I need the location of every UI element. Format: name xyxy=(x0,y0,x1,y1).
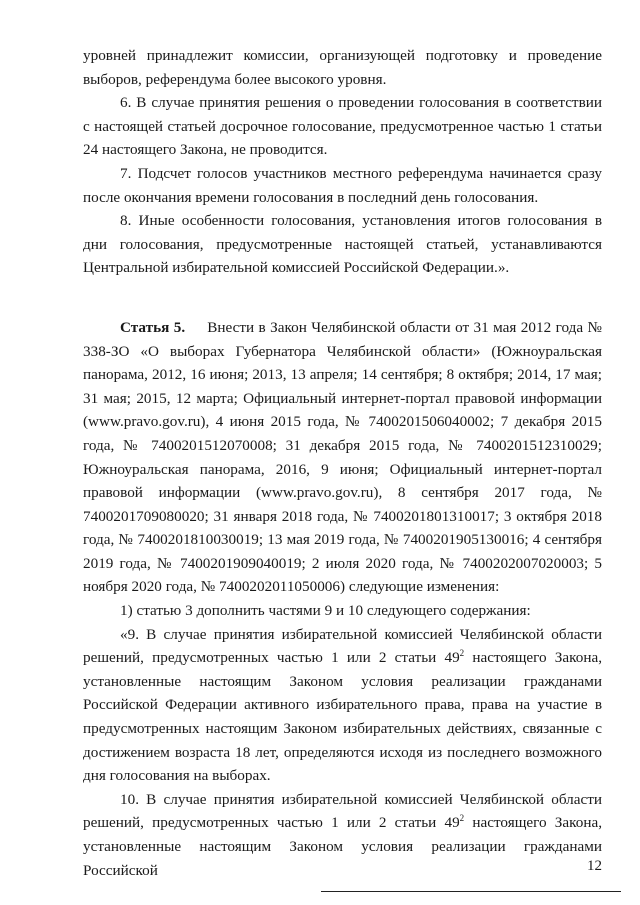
paragraph-continuation: уровней принадлежит комиссии, организующей подготовку и проведение выборов, референдума более высокого уровня. xyxy=(83,47,602,88)
part-10-text-b: настоящего Закона, установленные настоящим Законом условия реализации гражданами Российской xyxy=(83,814,602,879)
body-text xyxy=(83,44,602,882)
part-10-text-a: 10. В случае принятия избирательной комиссией Челябинской области решений, предусмотренных частью 1 или 2 статьи 49 xyxy=(83,790,602,832)
footer-rule xyxy=(321,891,621,892)
article-5-paragraph xyxy=(83,316,602,599)
superscript: 2 xyxy=(459,813,465,824)
part-9-paragraph xyxy=(83,623,602,788)
article-heading: Статья 5. xyxy=(120,318,186,336)
part-10-paragraph xyxy=(83,788,602,882)
part-9-text-a: «9. В случае принятия избирательной комиссией Челябинской области решений, предусмотренных частью 1 или 2 статьи 49 xyxy=(83,625,602,667)
paragraph-item-6: 6. В случае принятия решения о проведении голосования в соответствии с настоящей статьей досрочное голосование, предусмотренное частью 1 статьи 24 настоящего Закона, не проводится. xyxy=(83,94,602,159)
paragraph-item-8: 8. Иные особенности голосования, установления итогов голосования в дни голосования, предусмотренные настоящей статьей, устанавливаются Центральной избирательной комиссией Российской Федерации.». xyxy=(83,212,602,277)
amendment-item-1: 1) статью 3 дополнить частями 9 и 10 следующего содержания: xyxy=(120,602,531,620)
section-gap xyxy=(83,280,602,316)
article-5-text: Внести в Закон Челябинской области от 31 мая 2012 года № 338-ЗО «О выборах Губернатора Челябинской области» (Южноуральская панорама, 2012, 16 июня; 2013, 13 апреля; 14 сентября; 8 октября; 2014, 17 мая; 31 мая; 2015, 12 марта; Официальный интернет-портал правовой информации (www.pravo.gov.ru), 4 июня 2015 года, № 7400201506040002; 7 декабря 2015 года, № 7400201512070008; 31 декабря 2015 года, № 7400201512310029; Южноуральская панорама, 2016, 9 июня; Официальный интернет-портал правовой информации (www.pravo.gov.ru), 8 сентября 2017 года, № 7400201709080020; 31 января 2018 года, № 7400201801310017; 3 октября 2018 года, № 7400201810030019; 13 мая 2019 года, № 7400201905130016; 4 сентября 2019 года, № 7400201909040019; 2 июля 2020 года, № 7400202007020003; 5 ноября 2020 года, № 7400202011050006) следующие изменения: xyxy=(83,318,602,596)
paragraph-item-7: 7. Подсчет голосов участников местного референдума начинается сразу после окончания времени голосования в последний день голосования. xyxy=(83,164,602,206)
part-9-text-b: настоящего Закона, установленные настоящим Законом условия реализации гражданами Российской Федерации активного избирательного права, права на участие в предусмотренных настоящим Законом избирательных действиях, связанные с достижением возраста 18 лет, определяются исходя из последнего возможного дня голосования на выборах. xyxy=(83,649,602,785)
superscript: 2 xyxy=(459,648,465,659)
page-number: 12 xyxy=(587,858,602,874)
